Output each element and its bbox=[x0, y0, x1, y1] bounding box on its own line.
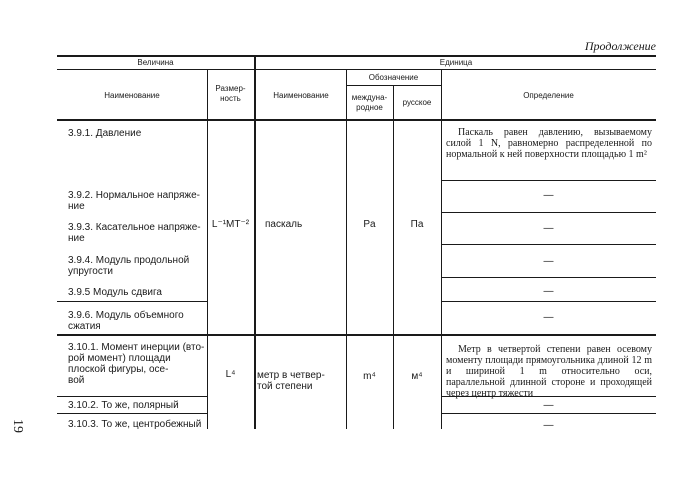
header-name: Наименование bbox=[104, 91, 160, 100]
col-divider-def bbox=[441, 69, 442, 429]
row-rule bbox=[441, 212, 656, 213]
header-russian: русское bbox=[402, 98, 432, 107]
row-name-3-10-2: 3.10.2. То же, полярный bbox=[68, 400, 179, 411]
row-rule bbox=[441, 180, 656, 181]
row-def-3-9-3: — bbox=[543, 223, 554, 234]
row-rule bbox=[57, 301, 207, 302]
header-unit: Единица bbox=[439, 58, 473, 67]
header-quantity: Величина bbox=[137, 58, 174, 67]
row-rule bbox=[441, 277, 656, 278]
header-definition: Определение bbox=[523, 91, 574, 100]
header-dimension: Размер- ность bbox=[215, 84, 246, 103]
group2-unit-name: метр в четвер- той степени bbox=[257, 370, 325, 392]
page-number: 19 bbox=[10, 419, 25, 433]
row-def-3-9-5: — bbox=[543, 286, 554, 297]
row-name-3-9-6: 3.9.6. Модуль объемного сжатия bbox=[68, 310, 184, 332]
row-def-3-9-2: — bbox=[543, 190, 554, 201]
row-def-3-9-4: — bbox=[543, 256, 554, 267]
header-unit-name: Наименование bbox=[273, 91, 329, 100]
header-international: междуна- родное bbox=[351, 93, 388, 112]
continuation-label: Продолжение bbox=[584, 39, 656, 53]
row-def-3-10-2: — bbox=[543, 400, 554, 411]
group1-dimension: L⁻¹MT⁻² bbox=[211, 219, 250, 230]
row-def-3-10-1: Метр в четвертой степени равен осевому моменту площади прямоугольника длиной 12 m и шириной 1 m относительно оси, параллельной длинной стороне и проходящей через центр тяжести bbox=[446, 344, 652, 399]
row-def-3-9-1: Паскаль равен давлению, вызываемому силой 1 N, равномерно распределенной по нормальной к ней поверхности площадью 1 m² bbox=[446, 127, 652, 160]
table-top-rule bbox=[57, 55, 656, 57]
row-name-3-9-2: 3.9.2. Нормальное напряже- ние bbox=[68, 190, 200, 212]
group2-rus: м⁴ bbox=[411, 371, 423, 382]
row-name-3-10-1: 3.10.1. Момент инерции (вто- рой момент) площади плоской фигуры, осе- вой bbox=[68, 342, 205, 386]
row-name-3-9-5: 3.9.5 Модуль сдвига bbox=[68, 287, 162, 298]
group2-dimension: L⁴ bbox=[225, 369, 236, 380]
col-divider-dim-right bbox=[254, 55, 256, 429]
row-name-3-9-4: 3.9.4. Модуль продольной упругости bbox=[68, 255, 190, 277]
header-rule-1 bbox=[57, 69, 656, 70]
row-rule bbox=[441, 413, 656, 414]
row-def-3-10-3: — bbox=[543, 420, 554, 431]
row-name-3-9-1: 3.9.1. Давление bbox=[68, 128, 142, 139]
row-rule bbox=[57, 413, 207, 414]
row-name-3-9-3: 3.9.3. Касательное напряже- ние bbox=[68, 222, 201, 244]
row-def-3-9-6: — bbox=[543, 312, 554, 323]
group1-rus: Па bbox=[410, 219, 424, 230]
group1-intl: Pa bbox=[363, 219, 376, 230]
group1-unit-name: паскаль bbox=[265, 219, 303, 230]
row-rule bbox=[57, 396, 207, 397]
row-rule bbox=[441, 244, 656, 245]
row-rule bbox=[441, 301, 656, 302]
group2-intl: m⁴ bbox=[363, 371, 376, 382]
group-separator bbox=[57, 334, 656, 336]
header-bottom-rule bbox=[57, 119, 656, 121]
row-name-3-10-3: 3.10.3. То же, центробежный bbox=[68, 419, 202, 430]
header-designation: Обозначение bbox=[368, 73, 419, 82]
